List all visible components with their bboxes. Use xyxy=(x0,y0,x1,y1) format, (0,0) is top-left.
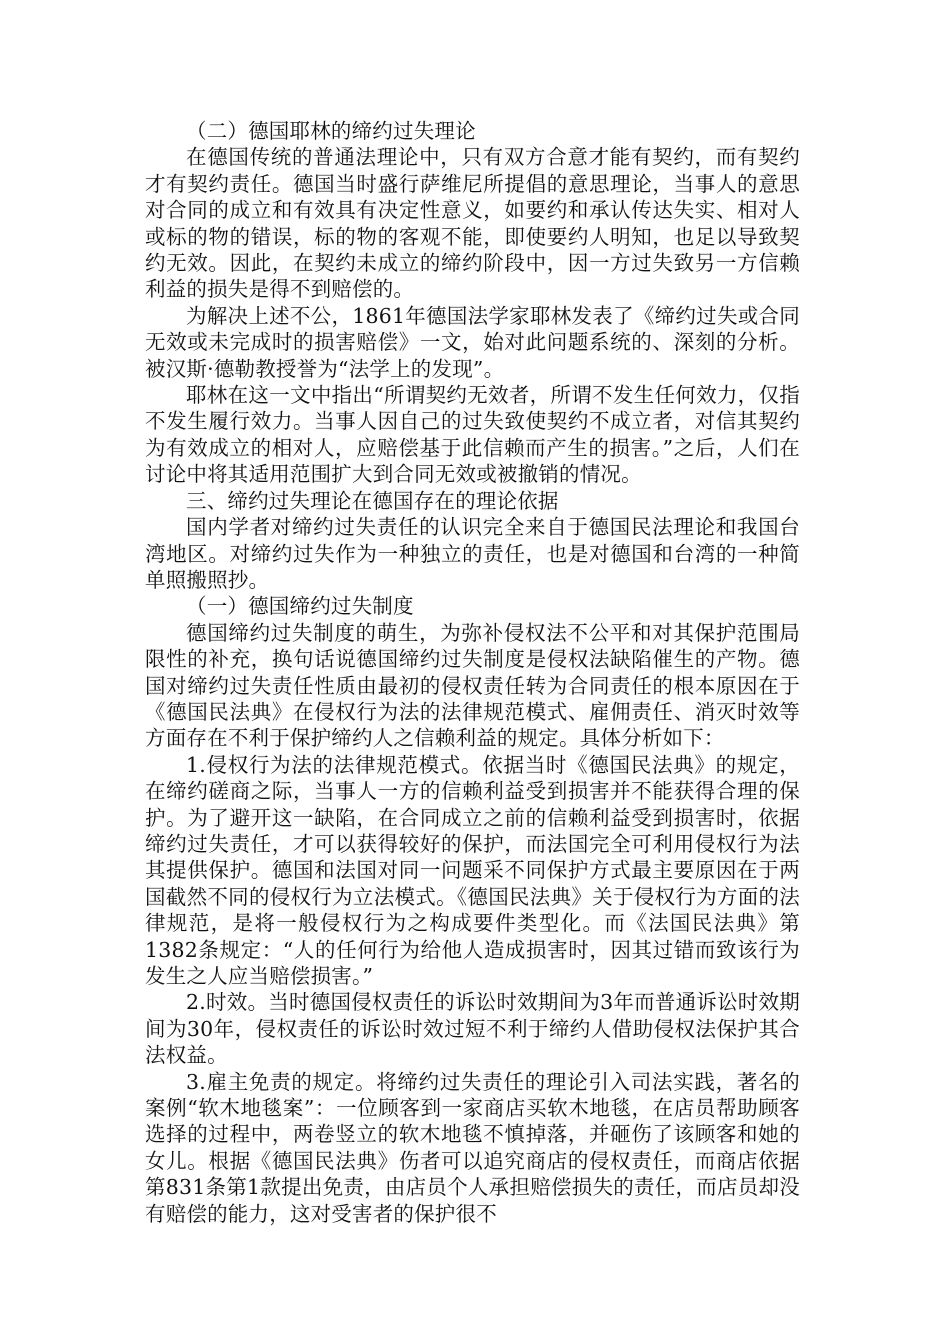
paragraph-point-1: 1.侵权行为法的法律规范模式。依据当时《德国民法典》的规定，在缔约磋商之际，当事人一方的信赖利益受到损害并不能获得合理的保护。为了避开这一缺陷，在合同成立之前的信赖利益受到损害时，依据缔约过失责任，才可以获得较好的保护，而法国完全可利用侵权行为法其提供保护。德国和法国对同一问题采不同保护方式最主要原因在于两国截然不同的侵权行为立法模式。《德国民法典》关于侵权行为方面的法律规范，是将一般侵权行为之构成要件类型化。而《法国民法典》第1382条规定：“人的任何行为给他人造成损害时，因其过错而致该行为发生之人应当赔偿损害。” xyxy=(145,752,800,988)
paragraph-domestic-scholars: 国内学者对缔约过失责任的认识完全来自于德国民法理论和我国台湾地区。对缔约过失作为一种独立的责任，也是对德国和台湾的一种简单照搬照抄。 xyxy=(145,515,800,592)
section-heading-german-system: （一）德国缔约过失制度 xyxy=(186,594,414,619)
section-heading-theory-basis: 三、缔约过失理论在德国存在的理论依据 xyxy=(186,488,559,513)
paragraph-point-2: 2.时效。当时德国侵权责任的诉讼时效期间为3年而普通诉讼时效期间为30年，侵权责任的诉讼时效过短不利于缔约人借助侵权法保护其合法权益。 xyxy=(145,990,800,1068)
paragraph-yelin-quote: 耶林在这一文中指出“所谓契约无效者，所谓不发生任何效力，仅指不发生履行效力。当事人因自己的过失致使契约不成立者，对信其契约为有效成立的相对人，应赔偿基于此信赖而产生的损害。”之后，人们在讨论中将其适用范围扩大到合同无效或被撤销的情况。 xyxy=(145,383,800,487)
paragraph-traditional-theory: 在德国传统的普通法理论中，只有双方合意才能有契约，而有契约才有契约责任。德国当时盛行萨维尼所提倡的意思理论，当事人的意思对合同的成立和有效具有决定性意义，如要约和承认传达失实、相对人或标的物的错误，标的物的客观不能，即使要约人明知，也足以导致契约无效。因此，在契约未成立的缔约阶段中，因一方过失致另一方信赖利益的损失是得不到赔偿的。 xyxy=(145,145,800,302)
paragraph-yelin-1861: 为解决上述不公，1861年德国法学家耶林发表了《缔约过失或合同无效或未完成时的损害赔偿》一文，始对此问题系统的、深刻的分析。被汉斯·德勒教授誉为“法学上的发现”。 xyxy=(145,303,800,381)
paragraph-german-system: 德国缔约过失制度的萌生，为弥补侵权法不公平和对其保护范围局限性的补充，换句话说德国缔约过失制度是侵权法缺陷催生的产物。德国对缔约过失责任性质由最初的侵权责任转为合同责任的根本原因在于《德国民法典》在侵权行为法的法律规范模式、雇佣责任、消灭时效等方面存在不利于保护缔约人之信赖利益的规定。具体分析如下： xyxy=(145,620,800,751)
document-body xyxy=(145,118,800,1227)
paragraph-point-3: 3.雇主免责的规定。将缔约过失责任的理论引入司法实践，著名的案例“软木地毯案”：一位顾客到一家商店买软木地毯，在店员帮助顾客选择的过程中，两卷竖立的软木地毯不慎掉落，并砸伤了该顾客和她的女儿。根据《德国民法典》伤者可以追究商店的侵权责任，而商店依据第831条第1款提出免责，由店员个人承担赔偿损失的责任，而店员却没有赔偿的能力，这对受害者的保护很不 xyxy=(145,1069,800,1226)
section-heading-yelin: （二）德国耶林的缔约过失理论 xyxy=(186,119,476,143)
